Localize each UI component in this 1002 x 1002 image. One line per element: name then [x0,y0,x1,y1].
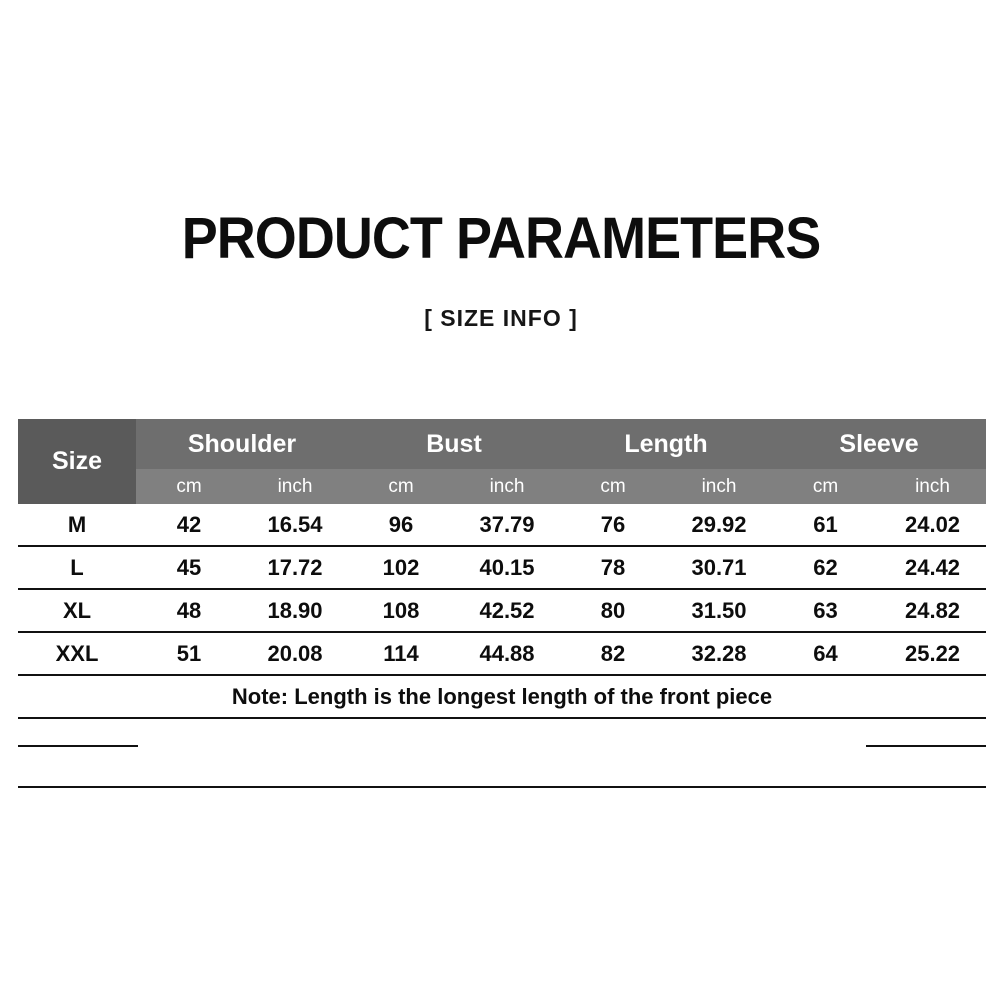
cell-sleeve-inch: 24.42 [879,546,986,589]
cell-sleeve-cm: 64 [772,632,879,675]
cell-sleeve-inch: 24.02 [879,504,986,546]
table-note-row [18,675,986,718]
cell-bust-cm: 108 [348,589,454,632]
header-length-cm: cm [560,469,666,504]
table-row [18,504,986,546]
cell-length-cm: 76 [560,504,666,546]
cell-shoulder-cm: 48 [136,589,242,632]
cell-bust-cm: 114 [348,632,454,675]
cell-sleeve-inch: 25.22 [879,632,986,675]
table-row [18,632,986,675]
cell-length-cm: 82 [560,632,666,675]
page-subtitle: [ SIZE INFO ] [424,305,578,331]
header-length-inch: inch [666,469,772,504]
header-sleeve-inch: inch [879,469,986,504]
divider-left-upper [18,745,138,747]
table-note: Note: Length is the longest length of the front piece [18,675,986,718]
header-size: Size [18,419,136,504]
divider-full [18,786,986,788]
cell-bust-inch: 44.88 [454,632,560,675]
cell-shoulder-inch: 16.54 [242,504,348,546]
cell-length-cm: 80 [560,589,666,632]
cell-sleeve-cm: 63 [772,589,879,632]
cell-shoulder-inch: 20.08 [242,632,348,675]
table-unit-header-row [18,469,986,504]
header-bust: Bust [348,419,560,469]
size-table-container [18,419,986,719]
table-row [18,589,986,632]
header-bust-cm: cm [348,469,454,504]
header-shoulder-cm: cm [136,469,242,504]
cell-bust-inch: 40.15 [454,546,560,589]
header-sleeve: Sleeve [772,419,986,469]
cell-sleeve-inch: 24.82 [879,589,986,632]
cell-shoulder-cm: 45 [136,546,242,589]
cell-bust-cm: 96 [348,504,454,546]
size-info-table [18,419,986,719]
header-sleeve-cm: cm [772,469,879,504]
page-title: PRODUCT PARAMETERS [181,206,821,271]
cell-length-inch: 32.28 [666,632,772,675]
cell-shoulder-inch: 17.72 [242,546,348,589]
table-row [18,546,986,589]
cell-size: XXL [18,632,136,675]
cell-length-inch: 31.50 [666,589,772,632]
cell-size: M [18,504,136,546]
cell-bust-inch: 42.52 [454,589,560,632]
cell-shoulder-cm: 42 [136,504,242,546]
cell-size: XL [18,589,136,632]
header-bust-inch: inch [454,469,560,504]
cell-length-inch: 29.92 [666,504,772,546]
header-shoulder: Shoulder [136,419,348,469]
header-length: Length [560,419,772,469]
header-shoulder-inch: inch [242,469,348,504]
cell-size: L [18,546,136,589]
table-group-header-row [18,419,986,469]
cell-length-cm: 78 [560,546,666,589]
cell-shoulder-cm: 51 [136,632,242,675]
cell-bust-cm: 102 [348,546,454,589]
cell-shoulder-inch: 18.90 [242,589,348,632]
cell-length-inch: 30.71 [666,546,772,589]
cell-sleeve-cm: 62 [772,546,879,589]
divider-right-upper [866,745,986,747]
cell-sleeve-cm: 61 [772,504,879,546]
cell-bust-inch: 37.79 [454,504,560,546]
